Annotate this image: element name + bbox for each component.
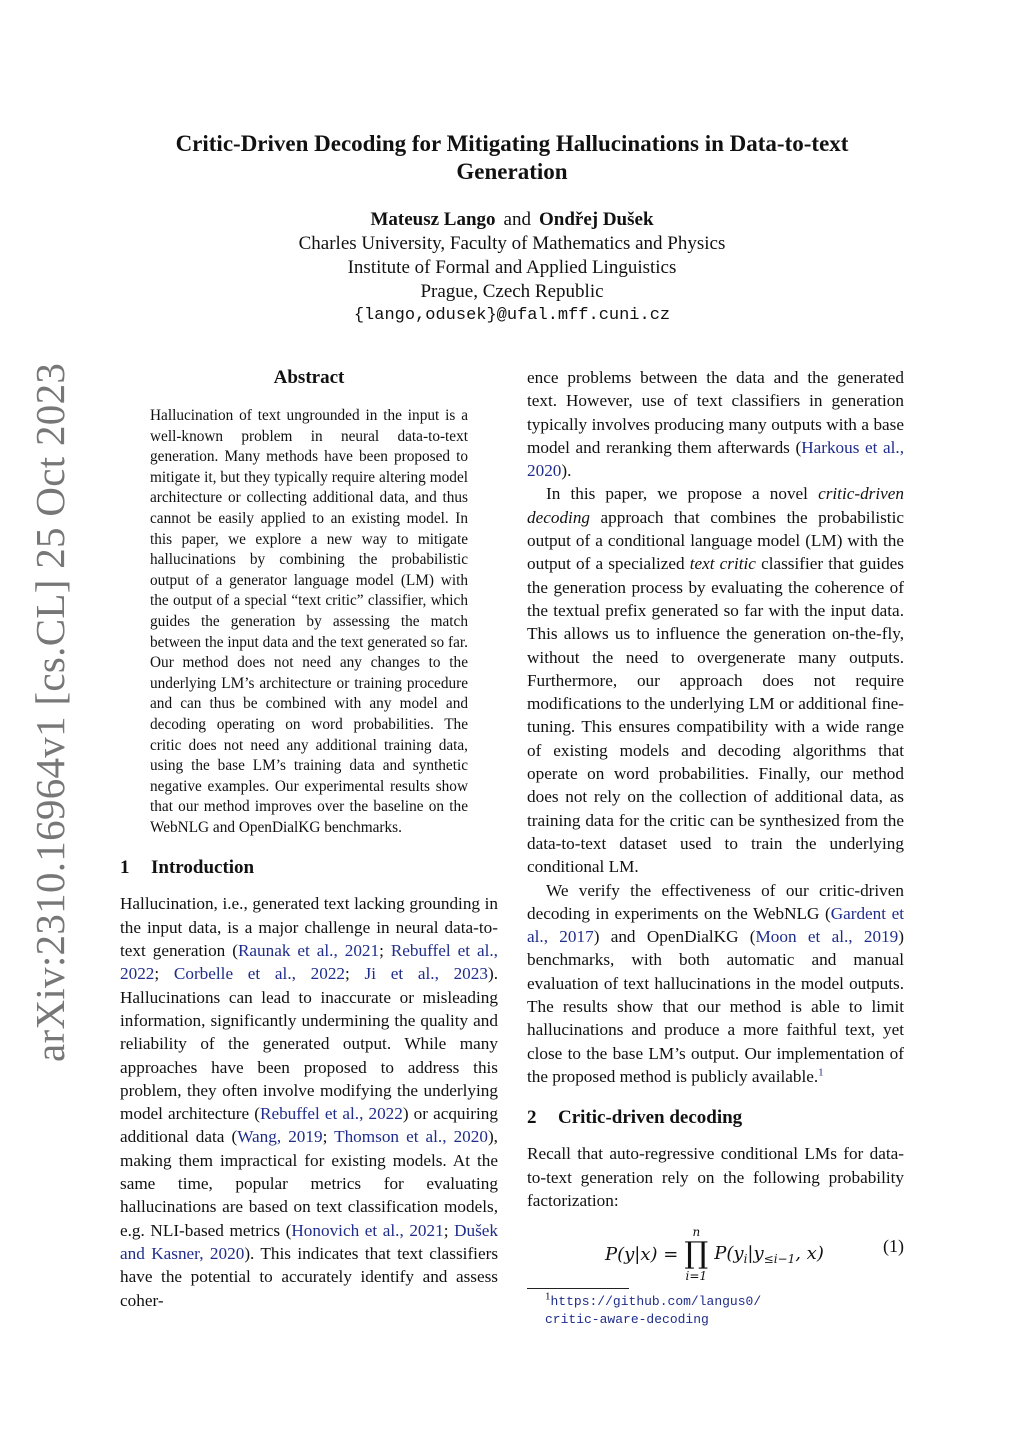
- section-2-title: Critic-driven decoding: [558, 1107, 743, 1129]
- section-2-number: 2: [527, 1107, 537, 1129]
- footnote-url-line-2[interactable]: critic-aware-decoding: [545, 1312, 709, 1328]
- affiliation-location: Prague, Czech Republic: [420, 281, 604, 302]
- author-and: and: [503, 209, 531, 230]
- citation-wang[interactable]: Wang, 2019: [237, 1127, 323, 1147]
- equation-rhs: [714, 1243, 824, 1266]
- intro-paragraph-3: [527, 879, 904, 1089]
- text-span: approach that combines the probabilistic output of a conditional language model (LM) with the output of a specialized: [527, 507, 904, 574]
- text-span: Hallucination, i.e., generated text lacking grounding in the input data, is a major challenge in neural data-to-text generation (: [120, 894, 498, 961]
- arxiv-identifier: arXiv:2310.16964v1 [cs.CL] 25 Oct 2023: [27, 362, 73, 1062]
- section-1-heading: [120, 856, 498, 880]
- author-block: [120, 208, 904, 328]
- intro-paragraph-1: [120, 892, 498, 1311]
- subscript: ≤i−1: [763, 1251, 796, 1266]
- section-1-title: Introduction: [151, 857, 255, 879]
- text-span: ). This indicates that text classifiers have the potential to accurately identify and assess coher-: [120, 1243, 499, 1310]
- text-span: ;: [379, 941, 391, 961]
- citation-thomson[interactable]: Thomson et al., 2020: [334, 1127, 488, 1147]
- text-span: We verify the effectiveness of our critic-driven decoding in experiments on the WebNLG (: [527, 880, 904, 923]
- text-span: ence problems between the data and the generated text. However, use of text classifiers in generation typically involves producing many outputs with a base model and reranking them afterwards (: [527, 368, 904, 457]
- author-dusek: Ondřej Dušek: [538, 209, 654, 230]
- citation-harkous[interactable]: Harkous et al., 2020: [527, 437, 904, 481]
- abstract-text: Hallucination of text ungrounded in the input is a well-known problem in neural data-to-text generation. Many methods have been proposed to mitigate it, but they typically require altering model architecture or collecting additional data, and thus cannot be easily applied to an existing model. In this paper, we explore a new way to mitigate hallucinations by combining the probabilistic output of a generator language model (LM) with the output of a special “text critic” classifier, which guides the generation by assessing the match between the input data and the text generated so far. Our method does not need any changes to the underlying LM’s architecture or training procedure and can thus be combined with any model and decoding operating on word probabilities. The critic does not need any additional training data, using the base LM’s training data and synthetic negative examples. Our experimental results show that our method improves over the baseline on the WebNLG and OpenDialKG benchmarks.: [150, 407, 468, 836]
- affiliation-university: Charles University, Faculty of Mathematics and Physics: [298, 233, 726, 254]
- equation-body: [605, 1226, 824, 1282]
- citation-raunak[interactable]: Raunak et al., 2021: [237, 941, 380, 961]
- author-lango: Mateusz Lango: [370, 209, 496, 230]
- term-text-critic: text critic: [689, 554, 756, 574]
- left-column: [120, 366, 498, 1312]
- text-span: P(y: [714, 1242, 744, 1264]
- citation-rebuffel-2[interactable]: Rebuffel et al., 2022: [259, 1104, 403, 1124]
- section-2-paragraph-1: Recall that auto-regressive conditional LMs for data-to-text generation rely on the following probability factorization:: [527, 1144, 904, 1210]
- section-2-heading: [527, 1106, 904, 1130]
- intro-paragraph-2: [527, 482, 904, 878]
- product-operator: [684, 1226, 708, 1282]
- text-span: ;: [345, 964, 365, 984]
- citation-gardent[interactable]: Gardent et al., 2017: [527, 903, 905, 947]
- equation-1: [527, 1220, 904, 1282]
- text-span: , x): [795, 1242, 824, 1264]
- text-span: ;: [443, 1220, 455, 1240]
- paper-title: [120, 130, 904, 186]
- footnote-ref-1[interactable]: 1: [818, 1066, 824, 1079]
- text-span: ;: [154, 964, 174, 984]
- abstract-heading: Abstract: [273, 367, 345, 388]
- text-span: ) and OpenDialKG (: [593, 927, 756, 947]
- citation-dusek-kasner[interactable]: Dušek and Kasner, 2020: [120, 1220, 499, 1263]
- text-span: |y: [747, 1242, 764, 1264]
- text-span: ) or acquiring additional data (: [120, 1104, 498, 1147]
- affiliation-institute: Institute of Formal and Applied Linguistics: [347, 257, 677, 278]
- product-upper-limit: n: [692, 1225, 701, 1240]
- text-span: In this paper, we propose a novel: [546, 484, 819, 504]
- title-line-2: Generation: [456, 159, 568, 184]
- equation-lhs: P(y|x) =: [605, 1243, 679, 1265]
- footnote-divider: [527, 1288, 629, 1289]
- author-email: {lango,odusek}@ufal.mff.cuni.cz: [353, 306, 671, 325]
- text-span: ;: [322, 1127, 335, 1147]
- text-span: ) benchmarks, with both automatic and manual evaluation of text hallucinations in the model outputs. The results show that our method is able to limit hallucinations and produce a more faithful text, yet close to the base LM’s output. Our implementation of the proposed method is publicly available.: [527, 927, 905, 1086]
- right-column: [527, 366, 904, 1329]
- text-span: ), making them impractical for existing models. At the same time, popular metrics for evaluating hallucinations are based on text classification models, e.g. NLI-based metrics (: [120, 1127, 498, 1240]
- citation-moon[interactable]: Moon et al., 2019: [755, 927, 899, 947]
- intro-paragraph-1-continued: [527, 366, 904, 482]
- text-span: classifier that guides the generation process by evaluating the coherence of the textual prefix generated so far with the input data. This allows us to influence the generation on-the-fly, without the need to overgenerate many outputs. Furthermore, our approach does not require modifications to the underlying LM or additional fine-tuning. This ensures compatibility with a wide range of existing models and decoding algorithms that operate on word probabilities. Finally, our method does not rely on the collection of additional data, as training data for the critic can be synthesized from the data-to-text dataset used to train the underlying conditional LM.: [527, 554, 904, 877]
- citation-honovich[interactable]: Honovich et al., 2021: [291, 1220, 444, 1240]
- product-symbol: ∏: [684, 1236, 709, 1272]
- footnote-1: [527, 1290, 904, 1329]
- citation-corbelle[interactable]: Corbelle et al., 2022: [173, 964, 346, 984]
- footnote-mark: 1: [545, 1290, 551, 1303]
- title-line-1: Critic-Driven Decoding for Mitigating Hallucinations in Data-to-text: [175, 131, 849, 156]
- citation-rebuffel[interactable]: Rebuffel et al., 2022: [120, 941, 498, 984]
- product-lower-limit: i=1: [685, 1269, 708, 1284]
- subscript: i: [743, 1251, 748, 1266]
- equation-number: (1): [883, 1236, 904, 1257]
- term-critic-driven-decoding: critic-driven decoding: [527, 484, 904, 527]
- footnote-url-line-1[interactable]: https://github.com/langus0/: [550, 1294, 762, 1310]
- section-1-number: 1: [120, 857, 130, 879]
- text-span: ).: [561, 461, 572, 481]
- text-span: ). Hallucinations can lead to inaccurate or misleading information, significantly undermining the quality and reliability of the generated output. While many approaches have been proposed to address this problem, they often involve modifying the underlying model architecture (: [120, 964, 498, 1124]
- citation-ji[interactable]: Ji et al., 2023: [364, 964, 488, 984]
